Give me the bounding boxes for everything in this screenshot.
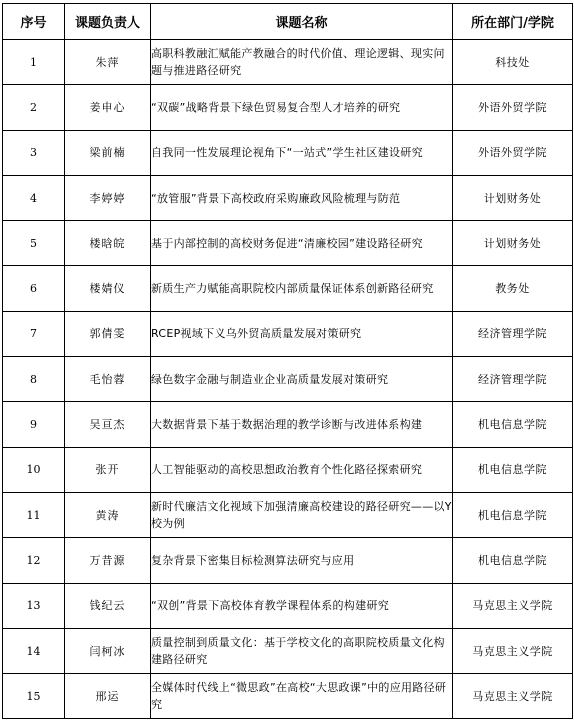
row-person: 朱萍 <box>65 40 151 85</box>
row-dept: 外语外贸学院 <box>453 130 573 175</box>
row-dept: 机电信息学院 <box>453 492 573 537</box>
row-dept: 机电信息学院 <box>453 402 573 447</box>
row-dept: 教务处 <box>453 266 573 311</box>
row-num: 3 <box>3 130 65 175</box>
row-title: 质量控制到质量文化：基于学校文化的高职院校质量文化构建路径研究 <box>151 628 453 673</box>
row-num: 12 <box>3 538 65 583</box>
row-title: 基于内部控制的高校财务促进“清廉校园”建设路径研究 <box>151 221 453 266</box>
row-dept: 马克思主义学院 <box>453 583 573 628</box>
table-row <box>3 40 573 85</box>
row-title: 大数据背景下基于数据治理的教学诊断与改进体系构建 <box>151 402 453 447</box>
table-row <box>3 447 573 492</box>
header-person: 课题负责人 <box>65 4 151 40</box>
row-person: 吴亘杰 <box>65 402 151 447</box>
row-person: 郭倩雯 <box>65 311 151 356</box>
header-num: 序号 <box>3 4 65 40</box>
row-dept: 马克思主义学院 <box>453 674 573 719</box>
row-title: 复杂背景下密集目标检测算法研究与应用 <box>151 538 453 583</box>
table-row <box>3 492 573 537</box>
row-num: 4 <box>3 175 65 220</box>
row-title: RCEP视域下义乌外贸高质量发展对策研究 <box>151 311 453 356</box>
project-table <box>2 3 573 719</box>
table-row <box>3 175 573 220</box>
row-num: 15 <box>3 674 65 719</box>
row-person: 李婷婷 <box>65 175 151 220</box>
row-title: 新质生产力赋能高职院校内部质量保证体系创新路径研究 <box>151 266 453 311</box>
table-row <box>3 538 573 583</box>
row-title: “放管服”背景下高校政府采购廉政风险梳理与防范 <box>151 175 453 220</box>
table-row <box>3 130 573 175</box>
row-num: 2 <box>3 85 65 130</box>
row-dept: 机电信息学院 <box>453 447 573 492</box>
row-dept: 计划财务处 <box>453 175 573 220</box>
row-num: 10 <box>3 447 65 492</box>
header-dept: 所在部门/学院 <box>453 4 573 40</box>
row-dept: 马克思主义学院 <box>453 628 573 673</box>
row-dept: 科技处 <box>453 40 573 85</box>
table-body <box>3 40 573 719</box>
row-person: 毛怡蓉 <box>65 357 151 402</box>
row-person: 姜申心 <box>65 85 151 130</box>
table-row <box>3 674 573 719</box>
row-dept: 计划财务处 <box>453 221 573 266</box>
row-num: 8 <box>3 357 65 402</box>
row-title: 绿色数字金融与制造业企业高质量发展对策研究 <box>151 357 453 402</box>
row-person: 黄涛 <box>65 492 151 537</box>
table-row <box>3 628 573 673</box>
row-person: 梁前楠 <box>65 130 151 175</box>
row-num: 9 <box>3 402 65 447</box>
row-title: 自我同一性发展理论视角下“一站式”学生社区建设研究 <box>151 130 453 175</box>
row-title: 人工智能驱动的高校思想政治教育个性化路径探索研究 <box>151 447 453 492</box>
row-num: 11 <box>3 492 65 537</box>
table-row <box>3 402 573 447</box>
row-person: 邢运 <box>65 674 151 719</box>
row-num: 13 <box>3 583 65 628</box>
row-num: 7 <box>3 311 65 356</box>
table-row <box>3 357 573 402</box>
table-row <box>3 266 573 311</box>
row-dept: 外语外贸学院 <box>453 85 573 130</box>
row-title: “双创”背景下高校体育教学课程体系的构建研究 <box>151 583 453 628</box>
row-dept: 机电信息学院 <box>453 538 573 583</box>
row-num: 1 <box>3 40 65 85</box>
row-title: 高职科教融汇赋能产教融合的时代价值、理论逻辑、现实问题与推进路径研究 <box>151 40 453 85</box>
row-person: 楼婧仪 <box>65 266 151 311</box>
row-person: 闫柯冰 <box>65 628 151 673</box>
row-num: 6 <box>3 266 65 311</box>
row-person: 钱纪云 <box>65 583 151 628</box>
row-person: 张开 <box>65 447 151 492</box>
row-num: 14 <box>3 628 65 673</box>
row-person: 楼晗皖 <box>65 221 151 266</box>
row-dept: 经济管理学院 <box>453 311 573 356</box>
row-title: 全媒体时代线上“微思政”在高校“大思政课”中的应用路径研究 <box>151 674 453 719</box>
table-header-row <box>3 4 573 40</box>
row-person: 万昔源 <box>65 538 151 583</box>
table-row <box>3 583 573 628</box>
table-row <box>3 85 573 130</box>
row-num: 5 <box>3 221 65 266</box>
row-title: “双碳”战略背景下绿色贸易复合型人才培养的研究 <box>151 85 453 130</box>
table-row <box>3 221 573 266</box>
row-title: 新时代廉洁文化视域下加强清廉高校建设的路径研究——以Y校为例 <box>151 492 453 537</box>
table-row <box>3 311 573 356</box>
row-dept: 经济管理学院 <box>453 357 573 402</box>
header-title: 课题名称 <box>151 4 453 40</box>
